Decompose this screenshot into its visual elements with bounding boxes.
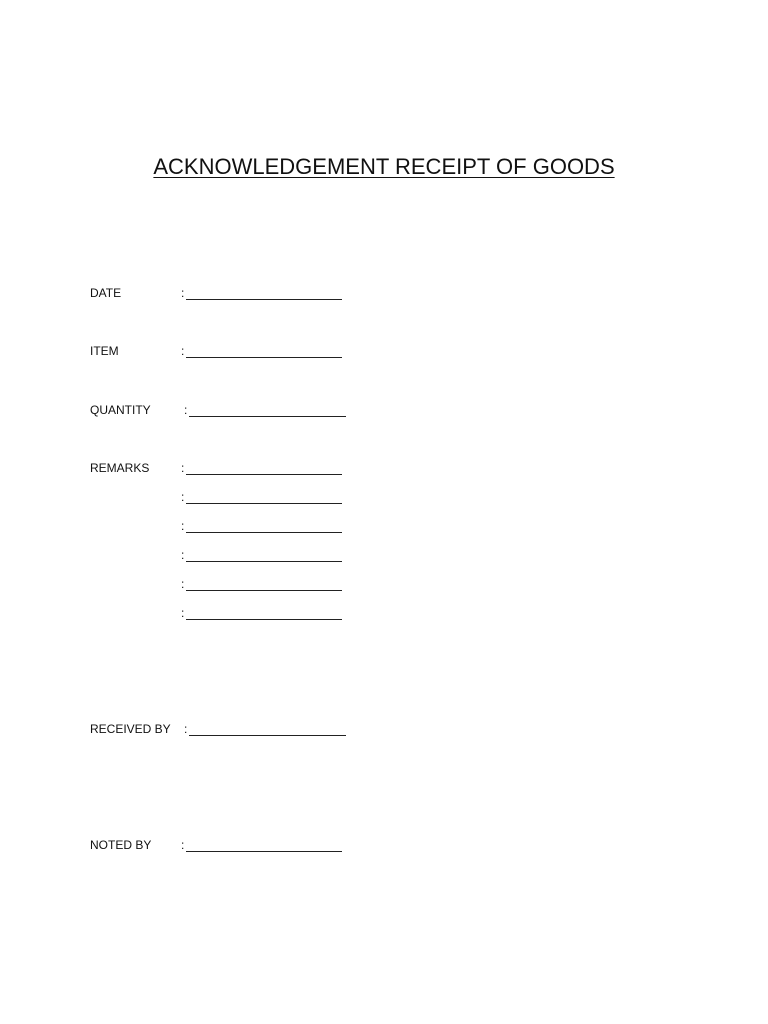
received-by-label: RECEIVED BY (90, 722, 171, 736)
remarks-colon: : (181, 606, 185, 620)
remarks-blank-line[interactable] (186, 503, 342, 504)
date-label: DATE (90, 286, 122, 300)
remarks-colon: : (181, 548, 185, 562)
noted-by-colon: : (181, 838, 185, 852)
remarks-blank-line[interactable] (186, 561, 342, 562)
remarks-colon: : (181, 519, 185, 533)
remarks-blank-line[interactable] (186, 590, 342, 591)
date-blank-line[interactable] (186, 299, 342, 300)
quantity-blank-line[interactable] (189, 416, 346, 417)
remarks-blank-line[interactable] (186, 532, 342, 533)
remarks-colon: : (181, 461, 185, 475)
received-by-signature-line[interactable] (189, 735, 346, 736)
remarks-colon: : (181, 490, 185, 504)
item-label: ITEM (90, 344, 119, 358)
remarks-blank-line[interactable] (186, 619, 342, 620)
page-title: ACKNOWLEDGEMENT RECEIPT OF GOODS (153, 154, 615, 179)
remarks-colon: : (181, 577, 185, 591)
quantity-label: QUANTITY (90, 403, 151, 417)
date-colon: : (181, 286, 185, 300)
noted-by-label: NOTED BY (90, 838, 152, 852)
remarks-label: REMARKS (90, 461, 150, 475)
item-blank-line[interactable] (186, 357, 342, 358)
remarks-blank-line[interactable] (186, 474, 342, 475)
noted-by-signature-line[interactable] (186, 851, 342, 852)
quantity-colon: : (184, 403, 188, 417)
item-colon: : (181, 344, 185, 358)
received-by-colon: : (184, 722, 188, 736)
